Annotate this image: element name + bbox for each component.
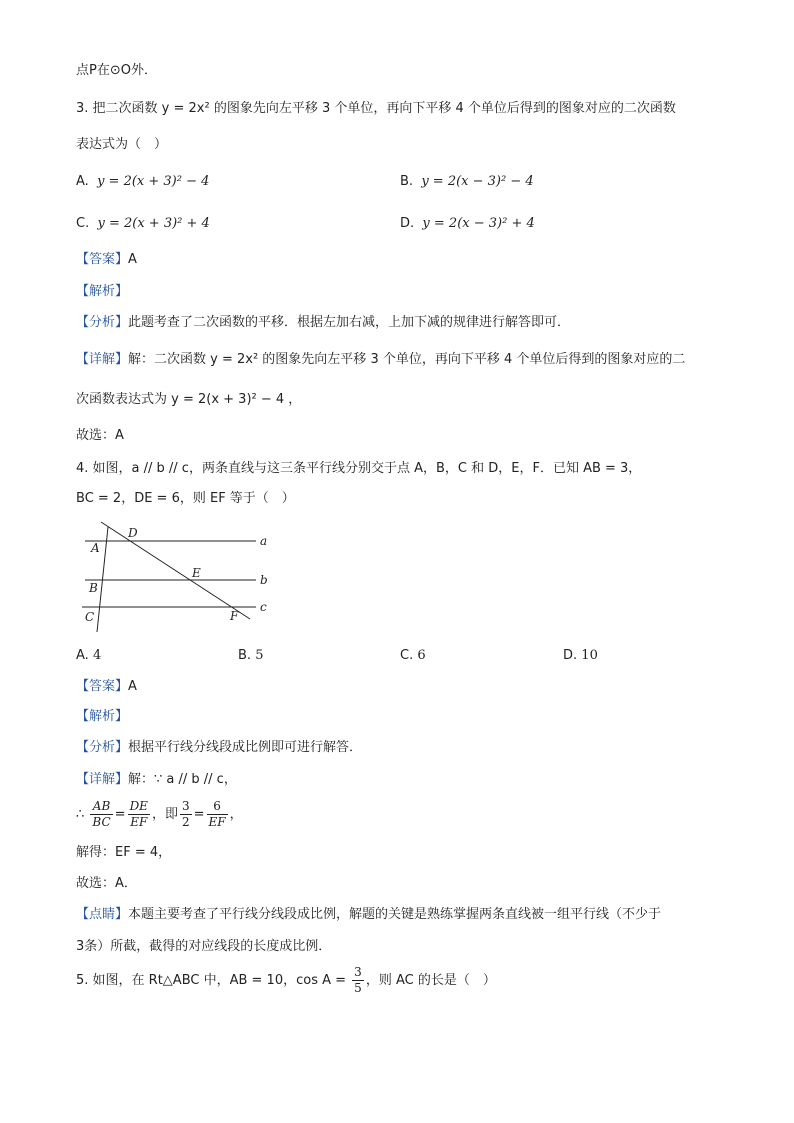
q4-stem-line1: 4. 如图，a // b // c，两条直线与这三条平行线分别交于点 A，B，C 和 D，E，F．已知 AB = 3， bbox=[76, 461, 642, 476]
q4-remark-line2: 3条）所截，截得的对应线段的长度成比例． bbox=[76, 939, 332, 954]
fraction-3-5: $\frac{3}{5}$ bbox=[354, 965, 362, 995]
q4-proportion-line: ∴ $\frac{AB}{BC}$ = $\frac{DE}{EF}$ ，即 $\frac{3}{2}$ = $\frac{6}{EF}$ ， bbox=[76, 799, 243, 829]
q3-jiexi-heading: 【解析】 bbox=[76, 284, 129, 299]
label-c: c bbox=[260, 600, 267, 614]
label-b: b bbox=[260, 573, 268, 587]
q4-answer: 【答案】A bbox=[76, 679, 137, 694]
q4-choice: 故选：A． bbox=[76, 876, 137, 891]
q3-stem-line2: 表达式为（ ） bbox=[76, 137, 168, 152]
q5-stem: 5. 如图，在 Rt△ABC 中，AB = 10，cos A = $\frac{3}{5}$ ，则 AC 的长是（ ） bbox=[76, 965, 496, 995]
q3-answer: 【答案】A bbox=[76, 252, 137, 267]
label-D: D bbox=[128, 526, 138, 540]
q4-jiexi-heading: 【解析】 bbox=[76, 709, 129, 724]
q4-stem-line2: BC = 2，DE = 6，则 EF 等于（ ） bbox=[76, 491, 295, 506]
label-a: a bbox=[260, 534, 268, 548]
q3-detail-line2: 次函数表达式为 y = 2(x + 3)² − 4 ， bbox=[76, 392, 302, 407]
fraction-3-2: $\frac{3}{2}$ bbox=[181, 799, 190, 829]
label-F: F bbox=[230, 609, 239, 623]
q4-option-a: A. 4 bbox=[76, 648, 102, 663]
q4-detail-line1: 【详解】解：∵ a // b // c， bbox=[76, 772, 237, 787]
fraction-de-ef: $\frac{DE}{EF}$ bbox=[129, 799, 148, 829]
label-B: B bbox=[89, 581, 98, 595]
continued-text: 点P在⊙O外． bbox=[76, 63, 157, 78]
transversal-df bbox=[101, 522, 250, 619]
q3-choice: 故选：A bbox=[76, 428, 124, 443]
label-C: C bbox=[85, 610, 95, 624]
q3-option-a: A. y = 2(x + 3)² − 4 bbox=[76, 174, 210, 189]
q3-analysis: 【分析】此题考查了二次函数的平移．根据左加右减，上加下减的规律进行解答即可． bbox=[76, 315, 571, 330]
q4-option-d: D. 10 bbox=[563, 648, 598, 663]
q4-analysis: 【分析】根据平行线分线段成比例即可进行解答． bbox=[76, 740, 363, 755]
q4-option-c: C. 6 bbox=[400, 648, 426, 663]
q3-option-b: B. y = 2(x − 3)² − 4 bbox=[400, 174, 534, 189]
q4-option-b: B. 5 bbox=[238, 648, 264, 663]
label-A: A bbox=[91, 541, 100, 555]
fraction-ab-bc: $\frac{AB}{BC}$ bbox=[92, 799, 111, 829]
fraction-6-ef: $\frac{6}{EF}$ bbox=[208, 799, 226, 829]
q4-solution: 解得：EF = 4， bbox=[76, 845, 172, 860]
q3-option-c: C. y = 2(x + 3)² + 4 bbox=[76, 216, 210, 231]
q3-stem-line1: 3. 把二次函数 y = 2x² 的图象先向左平移 3 个单位，再向下平移 4 个单位后得到的图象对应的二次函数 bbox=[76, 101, 676, 116]
q3-option-d: D. y = 2(x − 3)² + 4 bbox=[400, 216, 535, 231]
label-E: E bbox=[192, 566, 201, 580]
q3-detail-line1: 【详解】解：二次函数 y = 2x² 的图象先向左平移 3 个单位，再向下平移 4 个单位后得到的图象对应的二 bbox=[76, 352, 686, 367]
q4-remark-line1: 【点睛】本题主要考查了平行线分线段成比例，解题的关键是熟练掌握两条直线被一组平行线（不少于 bbox=[76, 907, 662, 922]
